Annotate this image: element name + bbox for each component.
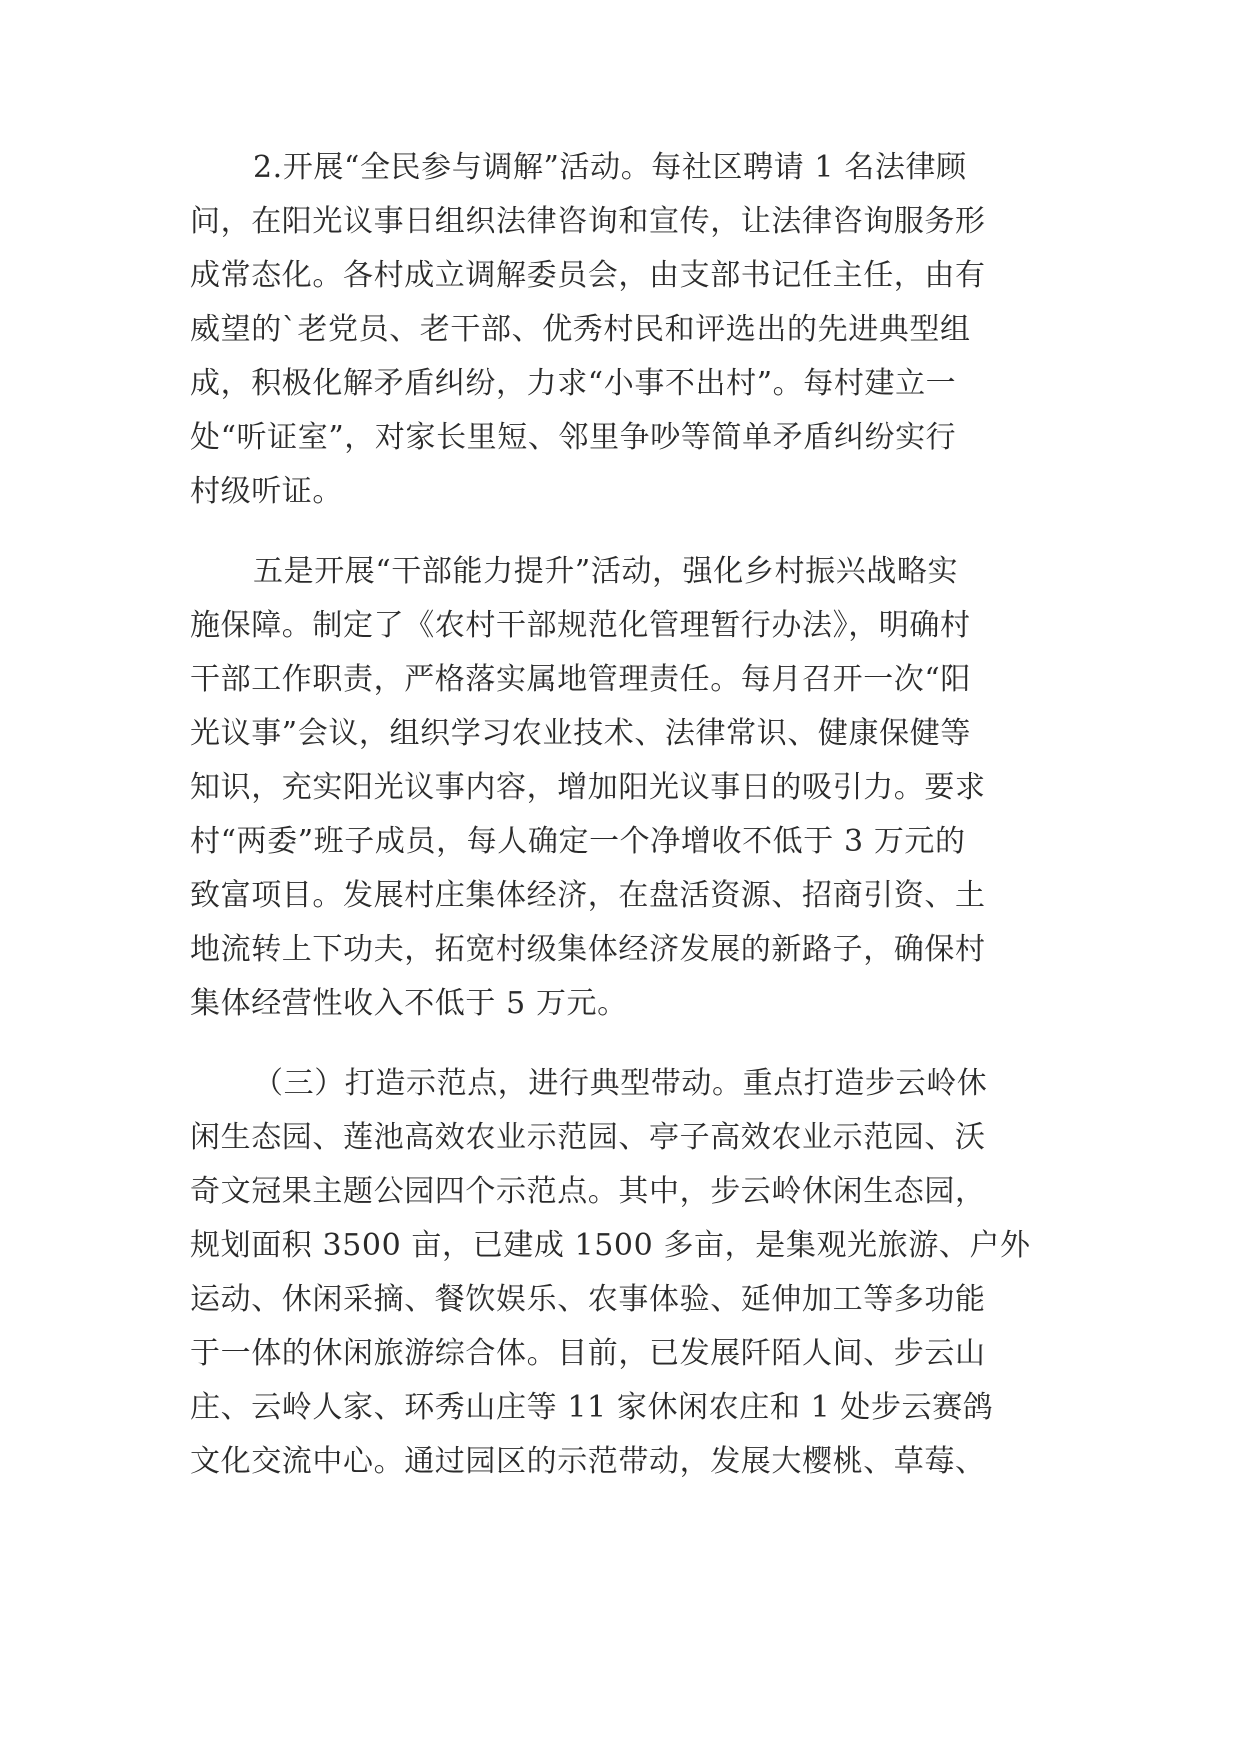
text-line: 光议事”会议，组织学习农业技术、法律常识、健康保健等 (190, 716, 971, 751)
text-line: 闲生态园、莲池高效农业示范园、亭子高效农业示范园、沃 (190, 1120, 986, 1155)
text-line: 运动、休闲采摘、餐饮娱乐、农事体验、延伸加工等多功能 (190, 1282, 986, 1317)
text-line: 于一体的休闲旅游综合体。目前，已发展阡陌人间、步云山 (190, 1336, 986, 1371)
text-line: 五是开展“干部能力提升”活动，强化乡村振兴战略实 (253, 554, 959, 589)
text-line: 文化交流中心。通过园区的示范带动，发展大樱桃、草莓、 (190, 1444, 986, 1479)
text-line: 致富项目。发展村庄集体经济，在盘活资源、招商引资、土 (190, 878, 986, 913)
text-line: 2.开展“全民参与调解”活动。每社区聘请 1 名法律顾 (253, 150, 967, 185)
text-line: 问，在阳光议事日组织法律咨询和宣传，让法律咨询服务形 (190, 204, 986, 239)
text-line: 干部工作职责，严格落实属地管理责任。每月召开一次“阳 (190, 662, 971, 697)
text-line: 成常态化。各村成立调解委员会，由支部书记任主任，由有 (190, 258, 986, 293)
text-line: 庄、云岭人家、环秀山庄等 11 家休闲农庄和 1 处步云赛鸽 (190, 1390, 994, 1425)
text-line: 成，积极化解矛盾纠纷，力求“小事不出村”。每村建立一 (190, 366, 957, 401)
text-line: 规划面积 3500 亩，已建成 1500 多亩，是集观光旅游、户外 (190, 1228, 1031, 1263)
text-line: 村“两委”班子成员，每人确定一个净增收不低于 3 万元的 (190, 824, 966, 859)
text-line: 威望的`老党员、老干部、优秀村民和评选出的先进典型组 (190, 312, 971, 347)
text-line: 处“听证室”，对家长里短、邻里争吵等简单矛盾纠纷实行 (190, 420, 957, 455)
text-line: 奇文冠果主题公园四个示范点。其中，步云岭休闲生态园， (190, 1174, 986, 1209)
text-line: （三）打造示范点，进行典型带动。重点打造步云岭休 (253, 1066, 988, 1101)
text-line: 知识，充实阳光议事内容，增加阳光议事日的吸引力。要求 (190, 770, 986, 805)
text-line: 集体经营性收入不低于 5 万元。 (190, 986, 628, 1021)
text-line: 村级听证。 (190, 474, 343, 509)
text-line: 施保障。制定了《农村干部规范化管理暂行办法》，明确村 (190, 608, 971, 643)
text-line: 地流转上下功夫，拓宽村级集体经济发展的新路子，确保村 (190, 932, 986, 967)
